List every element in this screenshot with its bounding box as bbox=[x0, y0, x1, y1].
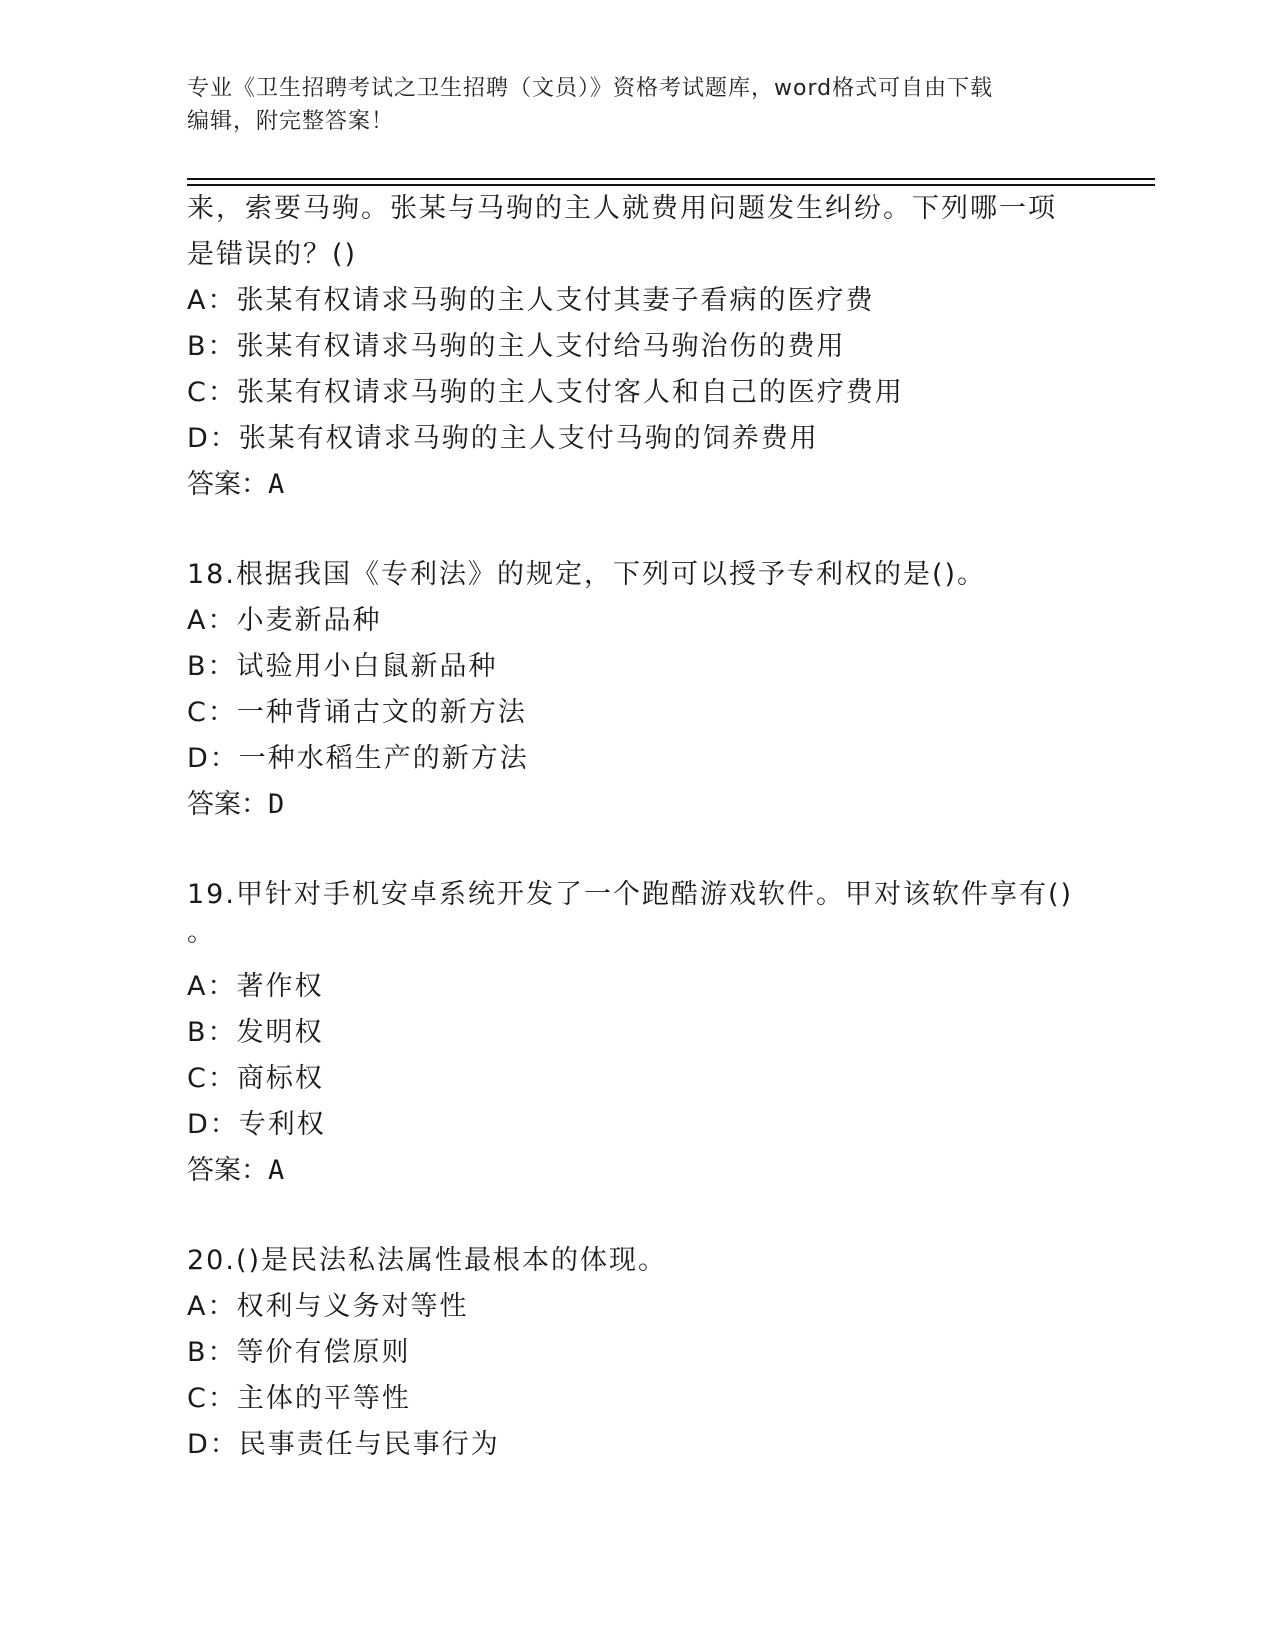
option-d: D：一种水稻生产的新方法 bbox=[187, 743, 529, 774]
answer-value: D bbox=[268, 789, 285, 820]
option-d: D：专利权 bbox=[187, 1109, 326, 1140]
option-d: D：张某有权请求马驹的主人支付马驹的饲养费用 bbox=[187, 423, 819, 454]
answer-value: A bbox=[268, 469, 285, 500]
option-a: A：小麦新品种 bbox=[187, 605, 382, 636]
question-18 bbox=[187, 552, 1087, 828]
option-a: A：张某有权请求马驹的主人支付其妻子看病的医疗费 bbox=[187, 285, 875, 316]
option-a: A：著作权 bbox=[187, 971, 324, 1002]
answer-line bbox=[187, 782, 1087, 828]
option-c: C：商标权 bbox=[187, 1063, 324, 1094]
option-b: B：发明权 bbox=[187, 1017, 324, 1048]
answer-line bbox=[187, 1148, 1087, 1194]
option-c: C：一种背诵古文的新方法 bbox=[187, 697, 527, 728]
document-header bbox=[187, 72, 1087, 138]
question-stem: 18.根据我国《专利法》的规定，下列可以授予专利权的是()。 bbox=[187, 559, 987, 590]
option-a: A：权利与义务对等性 bbox=[187, 1291, 469, 1322]
question-stem: 20.()是民法私法属性最根本的体现。 bbox=[187, 1245, 668, 1276]
header-line-2: 编辑，附完整答案！ bbox=[187, 109, 395, 134]
question-17-continued bbox=[187, 186, 1087, 508]
answer-label: 答案： bbox=[187, 789, 268, 820]
question-stem: 19.甲针对手机安卓系统开发了一个跑酷游戏软件。甲对该软件享有() bbox=[187, 879, 1074, 910]
answer-label: 答案： bbox=[187, 1155, 268, 1186]
question-20 bbox=[187, 1238, 1087, 1468]
header-divider-top bbox=[187, 178, 1155, 180]
question-19 bbox=[187, 872, 1087, 1194]
question-stem-line: 是错误的？() bbox=[187, 239, 358, 270]
option-b: B：试验用小白鼠新品种 bbox=[187, 651, 498, 682]
answer-line bbox=[187, 462, 1087, 508]
option-d: D：民事责任与民事行为 bbox=[187, 1429, 500, 1460]
answer-label: 答案： bbox=[187, 469, 268, 500]
option-c: C：主体的平等性 bbox=[187, 1383, 411, 1414]
option-c: C：张某有权请求马驹的主人支付客人和自己的医疗费用 bbox=[187, 377, 904, 408]
question-stem-continuation: 。 bbox=[187, 917, 216, 948]
question-stem-line: 来，索要马驹。张某与马驹的主人就费用问题发生纠纷。下列哪一项 bbox=[187, 193, 1057, 224]
header-line-1: 专业《卫生招聘考试之卫生招聘（文员）》资格考试题库，word格式可自由下载 bbox=[187, 76, 994, 101]
question-content bbox=[187, 186, 1087, 1468]
option-b: B：等价有偿原则 bbox=[187, 1337, 411, 1368]
answer-value: A bbox=[268, 1155, 285, 1186]
option-b: B：张某有权请求马驹的主人支付给马驹治伤的费用 bbox=[187, 331, 846, 362]
